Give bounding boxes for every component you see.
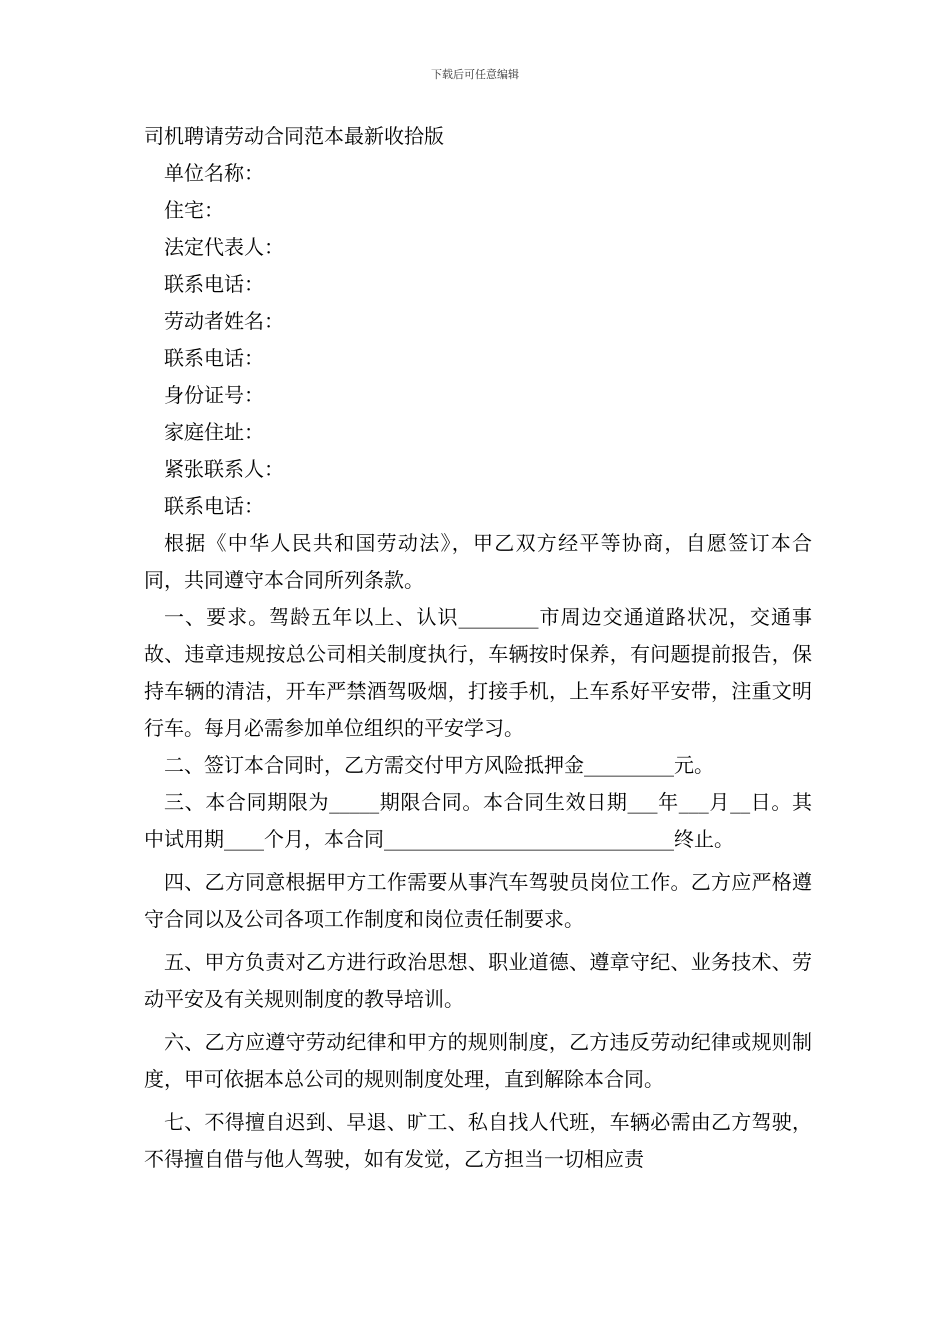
paragraph-clause-3: 三、本合同期限为_____期限合同。本合同生效日期___年___月__日。其中试用期____个月，本合同_____________________________终止。 xyxy=(144,790,812,851)
paragraph-clause-2: 二、签订本合同时，乙方需交付甲方风险抵押金_________元。 xyxy=(164,753,714,777)
field-home-address: 家庭住址： xyxy=(164,420,264,444)
paragraph-preamble: 根据《中华人民共和国劳动法》，甲乙双方经平等协商，自愿签订本合同，共同遵守本合同所列条款。 xyxy=(144,531,812,592)
field-id-number: 身份证号： xyxy=(164,383,264,407)
field-employer-phone: 联系电话： xyxy=(164,272,264,296)
field-residence: 住宅： xyxy=(164,198,224,222)
paragraph-clause-1: 一、要求。驾龄五年以上、认识________市周边交通道路状况，交通事故、违章违规按总公司相关制度执行，车辆按时保养，有问题提前报告，保持车辆的清洁，开车严禁酒驾吸烟，打接手机，上车系好平安带，注重文明行车。每月必需参加单位组织的平安学习。 xyxy=(144,605,812,740)
field-unit-name: 单位名称： xyxy=(164,161,264,185)
paragraph-clause-5: 五、甲方负责对乙方进行政治思想、职业道德、遵章守纪、业务技术、劳动平安及有关规则制度的教导培训。 xyxy=(144,950,812,1011)
paragraph-clause-4: 四、乙方同意根据甲方工作需要从事汽车驾驶员岗位工作。乙方应严格遵守合同以及公司各项工作制度和岗位责任制要求。 xyxy=(144,870,812,931)
document-body xyxy=(144,118,812,1178)
document-title: 司机聘请劳动合同范本最新收拾版 xyxy=(144,124,444,148)
paragraph-clause-7: 七、不得擅自迟到、早退、旷工、私自找人代班，车辆必需由乙方驾驶，不得擅自借与他人驾驶，如有发觉，乙方担当一切相应责 xyxy=(144,1110,812,1171)
paragraph-clause-6: 六、乙方应遵守劳动纪律和甲方的规则制度，乙方违反劳动纪律或规则制度，甲可依据本总公司的规则制度处理，直到解除本合同。 xyxy=(144,1030,812,1091)
field-emergency-phone: 联系电话： xyxy=(164,494,264,518)
field-legal-representative: 法定代表人： xyxy=(164,235,284,259)
field-emergency-contact: 紧张联系人： xyxy=(164,457,284,481)
field-worker-phone: 联系电话： xyxy=(164,346,264,370)
page-header-note: 下载后可任意编辑 xyxy=(431,68,519,81)
field-worker-name: 劳动者姓名： xyxy=(164,309,284,333)
